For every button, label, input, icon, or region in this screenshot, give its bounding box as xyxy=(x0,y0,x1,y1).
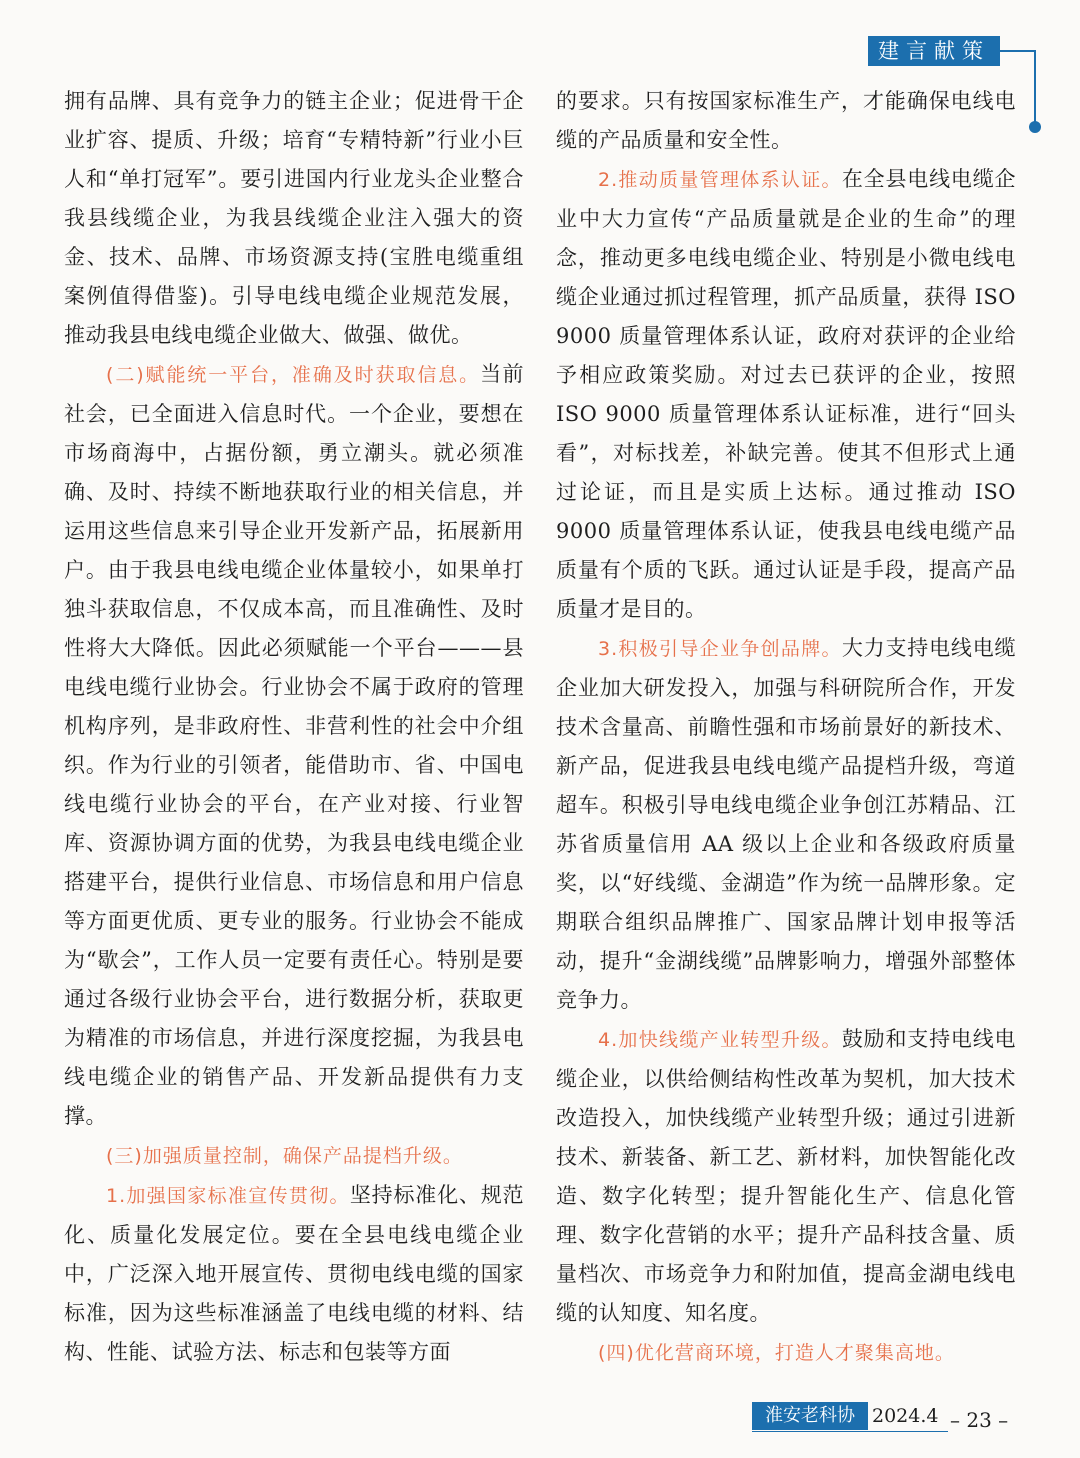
decorative-line-vertical xyxy=(1034,50,1036,122)
paragraph xyxy=(556,160,1016,629)
footer-rule xyxy=(752,1431,948,1432)
paragraph: 拥有品牌、具有竞争力的链主企业；促进骨干企业扩容、提质、升级；培育“专精特新”行业小巨人和“单打冠军”。要引进国内行业龙头企业整合我县线缆企业，为我县线缆企业注入强大的资金、技术、品牌、市场资源支持(宝胜电缆重组案例值得借鉴)。引导电线电缆企业规范发展，推动我县电线电缆企业做大、做强、做优。 xyxy=(64,89,524,347)
issue-number: 2024.4 xyxy=(872,1405,939,1427)
paragraph-body: 大力支持电线电缆企业加大研发投入，加强与科研院所合作，开发技术含量高、前瞻性强和市场前景好的新技术、新产品，促进我县电线电缆产品提档升级，弯道超车。积极引导电线电缆企业争创江苏精品、江苏省质量信用 AA 级以上企业和各级政府质量奖，以“好线缆、金湖造”作为统一品牌形象。定期联合组织品牌推广、国家品牌计划申报等活动，提升“金湖线缆”品牌影响力，增强外部整体竞争力。 xyxy=(556,636,1017,1012)
paragraph-body: 在全县电线电缆企业中大力宣传“产品质量就是企业的生命”的理念，推动更多电线电缆企业、特别是小微电线电缆企业通过抓过程管理，抓产品质量，获得 ISO 9000 质量管理体系认证，政府对获评的企业给予相应政策奖励。对过去已获评的企业，按照 ISO 9000 质量管理体系认证标准，进行“回头看”，对标找差，补缺完善。使其不但形式上通过论证，而且是实质上达标。通过推动 ISO 9000 质量管理体系认证，使我县电线电缆产品质量有个质的飞跃。通过认证是手段，提高产品质量才是目的。 xyxy=(556,167,1017,621)
paragraph-body: 鼓励和支持电线电缆企业，以供给侧结构性改革为契机，加大技术改造投入，加快线缆产业转型升级；通过引进新技术、新装备、新工艺、新材料，加快智能化改造、数字化转型；提升智能化生产、信息化管理、数字化营销的水平；提升产品科技含量、质量档次、市场竞争力和附加值，提高金湖电线电缆的认知度、知名度。 xyxy=(556,1027,1017,1325)
left-column xyxy=(64,82,524,1372)
paragraph xyxy=(64,355,524,1136)
section-heading: (二)赋能统一平台，准确及时获取信息。 xyxy=(106,364,481,386)
paragraph-body: 坚持标准化、规范化、质量化发展定位。要在全县电线电缆企业中，广泛深入地开展宣传、贯彻电线电缆的国家标准，因为这些标准涵盖了电线电缆的材料、结构、性能、试验方法、标志和包装等方面 xyxy=(64,1183,525,1364)
paragraph-body: 当前社会，已全面进入信息时代。一个企业，要想在市场商海中，占据份额，勇立潮头。就必须准确、及时、持续不断地获取行业的相关信息，并运用这些信息来引导企业开发新产品，拓展新用户。由于我县电线电缆企业体量较小，如果单打独斗获取信息，不仅成本高，而且准确性、及时性将大大降低。因此必须赋能一个平台———县电线电缆行业协会。行业协会不属于政府的管理机构序列，是非政府性、非营利性的社会中介组织。作为行业的引领者，能借助市、省、中国电线电缆行业协会的平台，在产业对接、行业智库、资源协调方面的优势，为我县电线电缆企业搭建平台，提供行业信息、市场信息和用户信息等方面更优质、更专业的服务。行业协会不能成为“歇会”，工作人员一定要有责任心。特别是要通过各级行业协会平台，进行数据分析，获取更为精准的市场信息，并进行深度挖掘，为我县电线电缆企业的销售产品、开发新品提供有力支撑。 xyxy=(64,362,525,1128)
section-heading-paragraph xyxy=(64,1136,524,1176)
subsection-heading: 1.加强国家标准宣传贯彻。 xyxy=(106,1185,350,1207)
subsection-heading: 3.积极引导企业争创品牌。 xyxy=(598,638,842,660)
subsection-heading: 2.推动质量管理体系认证。 xyxy=(598,169,842,191)
decorative-dot xyxy=(1029,121,1041,133)
right-column xyxy=(556,82,1016,1373)
page-number: – 23 – xyxy=(950,1408,1009,1432)
journal-name: 淮安老科协 xyxy=(752,1402,868,1430)
paragraph xyxy=(556,1020,1016,1333)
section-heading: (四)优化营商环境，打造人才聚集高地。 xyxy=(598,1342,955,1364)
subsection-heading: 4.加快线缆产业转型升级。 xyxy=(598,1029,842,1051)
paragraph xyxy=(64,1176,524,1372)
decorative-line-horizontal xyxy=(1000,50,1036,52)
section-heading-paragraph xyxy=(556,1333,1016,1373)
paragraph: 的要求。只有按国家标准生产，才能确保电线电缆的产品质量和安全性。 xyxy=(556,89,1016,152)
section-heading: (三)加强质量控制，确保产品提档升级。 xyxy=(106,1145,463,1167)
section-tag: 建言献策 xyxy=(868,36,1000,66)
paragraph xyxy=(556,629,1016,1020)
